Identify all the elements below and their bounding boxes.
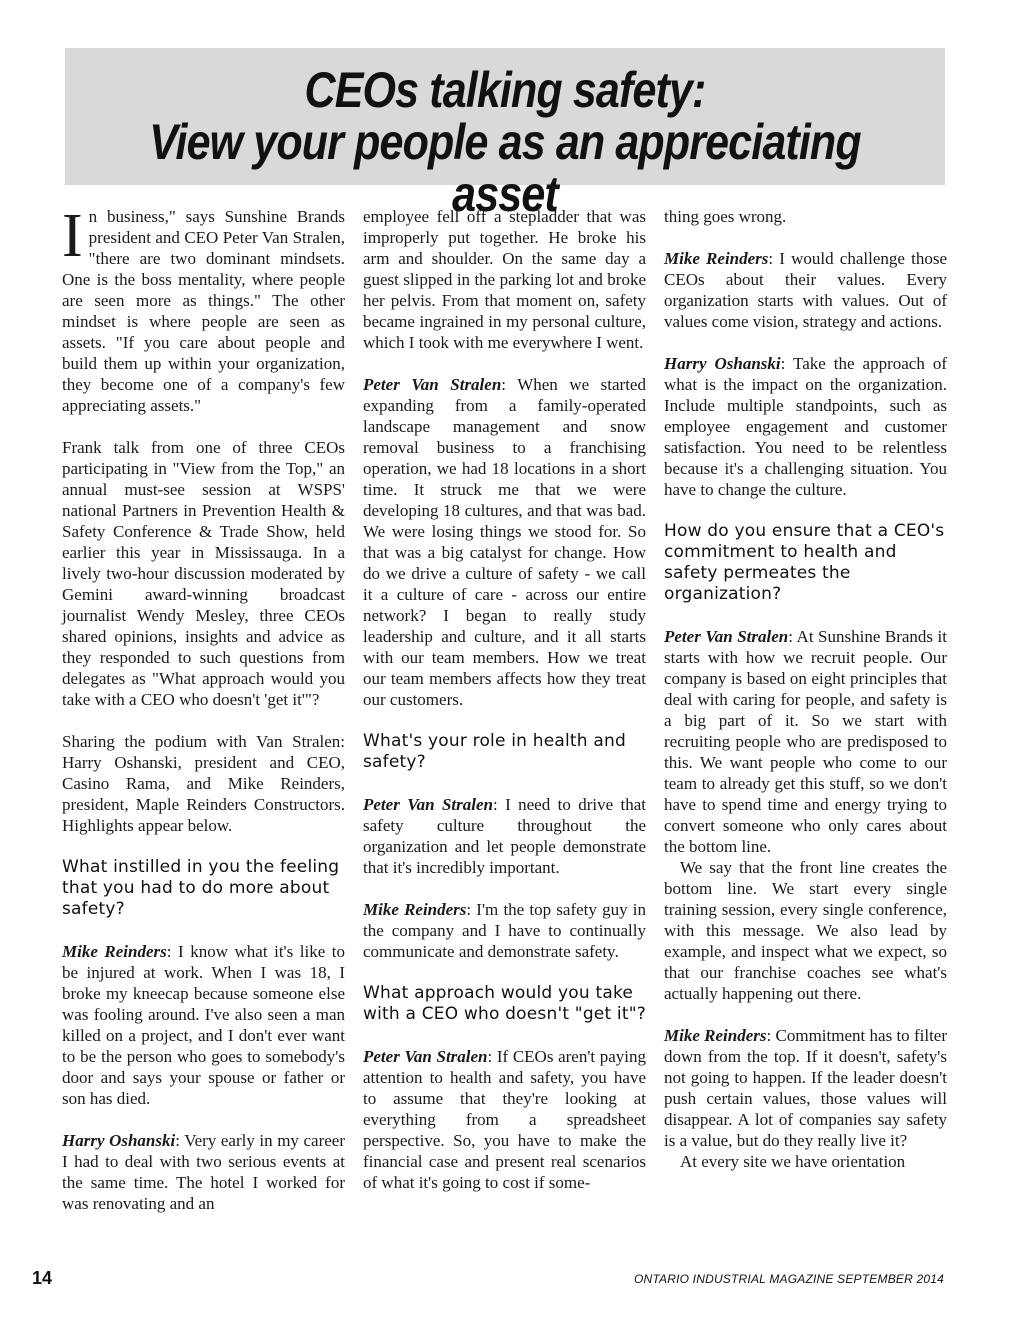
speaker-name: Peter Van Stralen bbox=[363, 375, 502, 394]
answer-paragraph bbox=[62, 1130, 345, 1214]
paragraph: Sharing the podium with Van Stralen: Harry Oshanski, president and CEO, Casino Rama, and Mike Reinders, president, Maple Reinders Constructors. Highlights appear below. bbox=[62, 732, 345, 835]
answer-text: : I would challenge those CEOs about their values. Every organization starts with values. Out of values come vision, strategy and actions. bbox=[664, 249, 947, 331]
speaker-name: Harry Oshanski bbox=[664, 354, 781, 373]
page-number: 14 bbox=[32, 1268, 53, 1288]
column-3 bbox=[664, 206, 947, 1172]
speaker-name: Mike Reinders bbox=[664, 1026, 767, 1045]
answer-text: : If CEOs aren't paying attention to health and safety, you have to assume that they're looking at everything from a spreadsheet perspective. So, you have to make the financial case and present real scenarios of what it's going to cost if some- bbox=[363, 1047, 647, 1192]
answer-paragraph bbox=[664, 353, 947, 500]
question-heading: What approach would you take with a CEO who doesn't "get it"? bbox=[363, 983, 646, 1024]
question-heading: What's your role in health and safety? bbox=[363, 731, 626, 772]
drop-cap: I bbox=[62, 202, 83, 270]
paragraph: employee fell off a stepladder that was improperly put together. He broke his arm and shoulder. On the same day a guest slipped in the parking lot and broke her pelvis. From that moment on, safety became ingrained in my personal culture, which I took with me everywhere I went. bbox=[363, 207, 646, 352]
answer-paragraph bbox=[363, 1046, 646, 1193]
answer-text: : I need to drive that safety culture throughout the organization and let people demonstrate that it's incredibly important. bbox=[363, 795, 646, 877]
question-heading: What instilled in you the feeling that you had to do more about safety? bbox=[62, 857, 340, 919]
speaker-name: Peter Van Stralen bbox=[363, 1047, 488, 1066]
question-heading: How do you ensure that a CEO's commitment to health and safety permeates the organization? bbox=[664, 521, 945, 604]
article-title-line2: View your people as an appreciating asset bbox=[149, 114, 861, 222]
publication-footer: ONTARIO INDUSTRIAL MAGAZINE SEPTEMBER 2014 bbox=[633, 1272, 944, 1286]
answer-paragraph bbox=[62, 941, 345, 1109]
answer-text: : I'm the top safety guy in the company and I have to continually communicate and demonstrate safety. bbox=[363, 900, 646, 961]
speaker-name: Harry Oshanski bbox=[62, 1131, 176, 1150]
speaker-name: Mike Reinders bbox=[664, 249, 769, 268]
answer-paragraph bbox=[363, 899, 646, 962]
answer-text: : When we started expanding from a family-operated landscape management and snow removal business to a franchising operation, we had 18 locations in a short time. It struck me that we were developing 18 cultures, and that was bad. We were losing things we stood for. So that was a big catalyst for change. How do we drive a culture of safety - we call it a culture of care - across our entire network? I began to really study leadership and culture, and it all starts with our team members. How we treat our team members affects how they treat our customers. bbox=[363, 375, 646, 709]
intro-paragraph bbox=[62, 202, 345, 416]
paragraph: Frank talk from one of three CEOs participating in "View from the Top," an annual must-see session at WSPS' national Partners in Prevention Health & Safety Conference & Trade Show, held earlier this year in Mississauga. In a lively two-hour discussion moderated by Gemini award-winning broadcast journalist Wendy Mesley, three CEOs shared opinions, insights and advice as they responded to such questions from delegates as "What approach would you take with a CEO who doesn't 'get it'"? bbox=[62, 438, 345, 709]
answer-text: : At Sunshine Brands it starts with how we recruit people. Our company is based on eight principles that deal with caring for people, and safety is a big part of it. So we start with recruiting people who are predisposed to this. We want people who come to our team to already get this stuff, so we don't have to spend time and energy trying to convert someone who only cares about the bottom line. bbox=[664, 627, 947, 856]
answer-text: : Commitment has to filter down from the top. If it doesn't, safety's not going to happen. If the leader doesn't push certain values, those values will disappear. A lot of companies say safety is a value, but do they really live it? bbox=[664, 1026, 947, 1150]
answer-paragraph bbox=[363, 374, 646, 710]
answer-paragraph bbox=[664, 248, 947, 332]
paragraph: We say that the front line creates the bottom line. We start every single training session, every single conference, with this message. We also lead by example, and inspect what we expect, so that our franchise coaches see what's actually happening out there. bbox=[664, 858, 947, 1003]
paragraph: At every site we have orientation bbox=[680, 1152, 906, 1171]
intro-text: n business," says Sunshine Brands president and CEO Peter Van Stralen, "there are two dominant mindsets. One is the boss mentality, where people are seen more as things." The other mindset is where people are seen as assets. "If you care about people and build them up within your organization, they become one of a company's few appreciating assets." bbox=[62, 207, 345, 415]
answer-paragraph bbox=[664, 626, 947, 857]
answer-text: : Take the approach of what is the impact on the organization. Include multiple standpoints, such as employee engagement and customer satisfaction. You need to be relentless because it's a challenging situation. You have to change the culture. bbox=[664, 354, 947, 499]
answer-text: : I know what it's like to be injured at work. When I was 18, I broke my kneecap because someone else was fooling around. I've also seen a man killed on a project, and I don't ever want to be the person who goes to somebody's door and says your spouse or father or son has died. bbox=[62, 942, 345, 1108]
speaker-name: Mike Reinders bbox=[363, 900, 467, 919]
article-title-line1: CEOs talking safety: bbox=[304, 62, 706, 118]
answer-paragraph bbox=[363, 794, 646, 878]
answer-text: : Very early in my career I had to deal with two serious events at the same time. The hotel I worked for was renovating and an bbox=[62, 1131, 345, 1213]
answer-paragraph bbox=[664, 1025, 947, 1151]
speaker-name: Peter Van Stralen bbox=[363, 795, 493, 814]
column-2 bbox=[363, 206, 646, 1193]
speaker-name: Mike Reinders bbox=[62, 942, 167, 961]
column-1 bbox=[62, 202, 345, 1214]
speaker-name: Peter Van Stralen bbox=[664, 627, 789, 646]
paragraph: thing goes wrong. bbox=[664, 207, 787, 226]
